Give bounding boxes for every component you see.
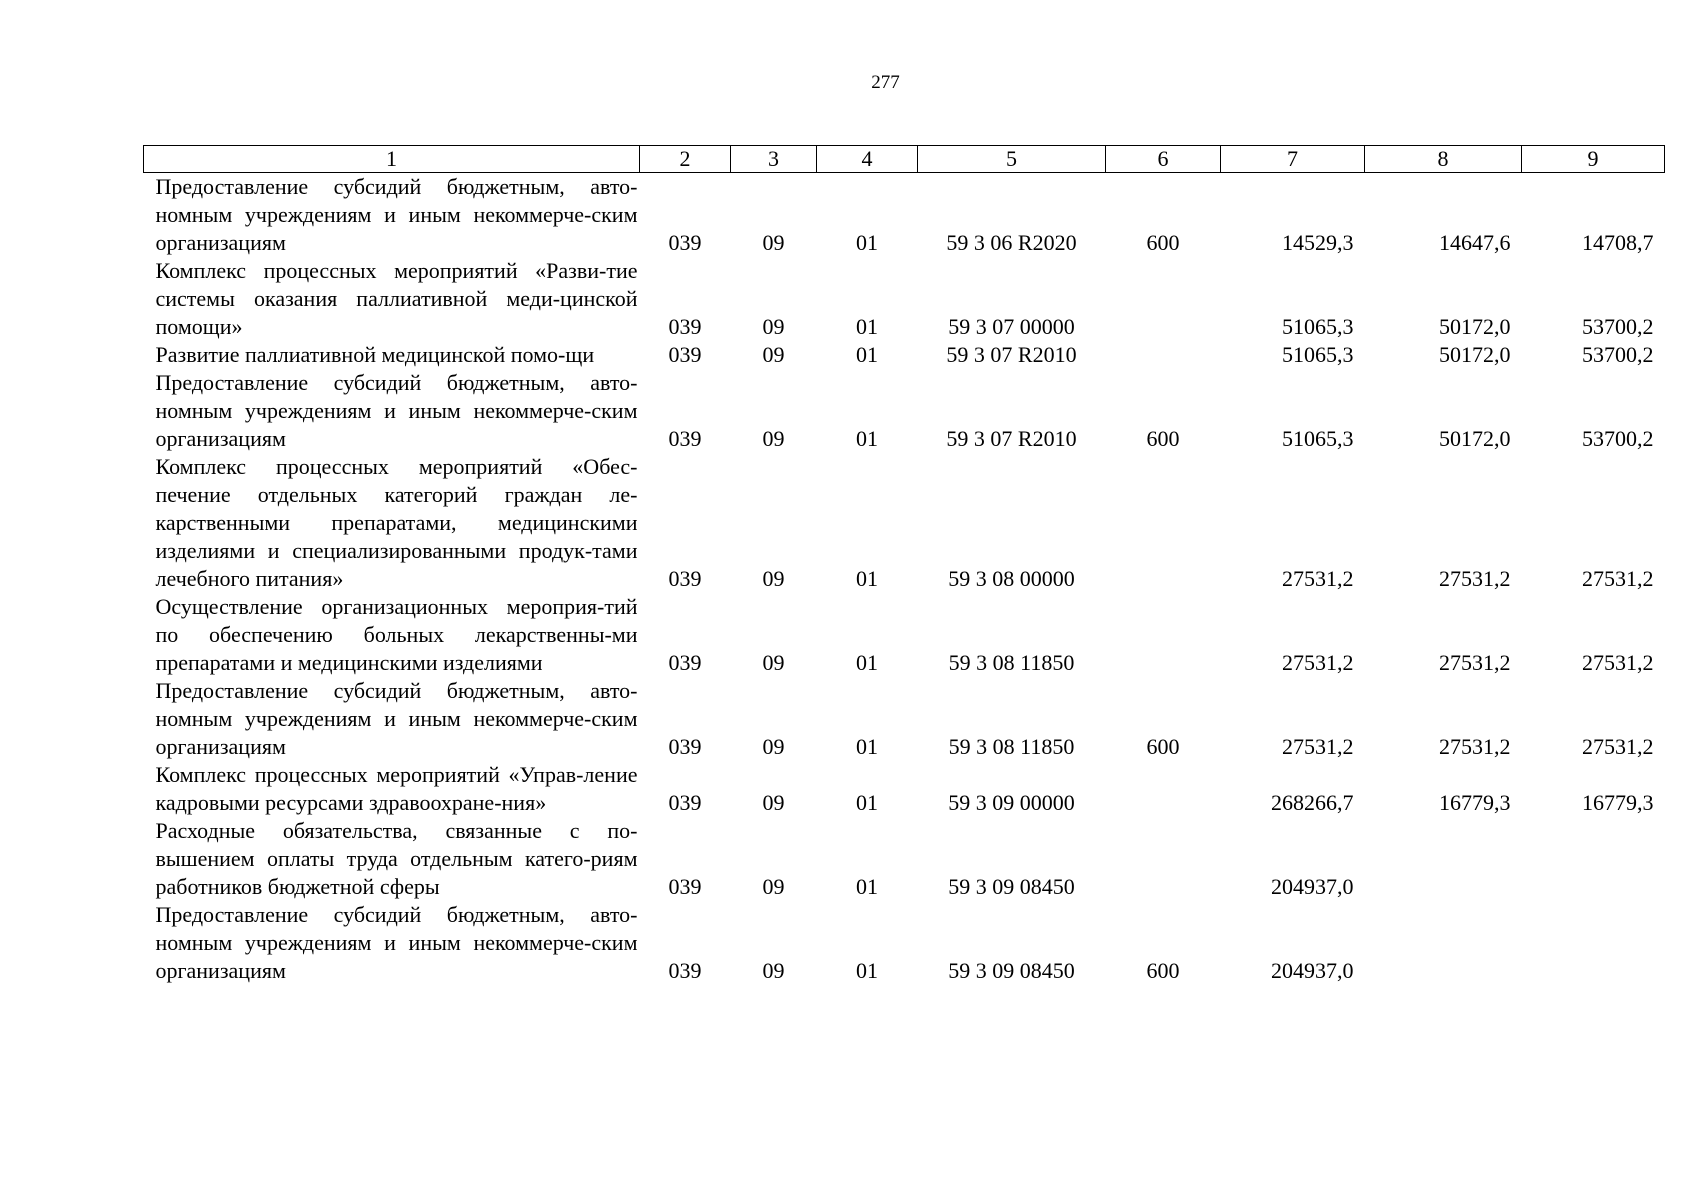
row-name: Предоставление субсидий бюджетным, авто-номным учреждениям и иным некоммерче-ским организациям	[155, 678, 638, 759]
cell-target-item: 59 3 08 00000	[948, 566, 1075, 591]
budget-table	[143, 145, 1665, 985]
cell-expense-type: 600	[1146, 734, 1180, 759]
table-header	[144, 146, 1665, 173]
cell-section: 09	[762, 342, 785, 367]
cell-target-item: 59 3 08 11850	[948, 734, 1075, 759]
cell-target-item: 59 3 09 08450	[948, 958, 1075, 983]
cell-amount-col9	[1522, 817, 1665, 901]
cell-amount-col9: 27531,2	[1582, 566, 1654, 591]
table-row	[144, 173, 1665, 258]
cell-amount-col8: 27531,2	[1439, 734, 1511, 759]
cell-ministry-code: 039	[668, 426, 702, 451]
cell-target-item: 59 3 07 R2010	[946, 426, 1077, 451]
row-name: Комплекс процессных мероприятий «Управ-ление кадровыми ресурсами здравоохране-ния»	[155, 762, 638, 815]
row-name: Предоставление субсидий бюджетным, авто-номным учреждениям и иным некоммерче-ским организациям	[155, 370, 638, 451]
cell-amount-col7: 51065,3	[1282, 314, 1354, 339]
column-header-4: 4	[817, 146, 918, 173]
cell-amount-col7: 204937,0	[1271, 958, 1354, 983]
cell-ministry-code: 039	[668, 734, 702, 759]
column-header-6: 6	[1106, 146, 1221, 173]
cell-ministry-code: 039	[668, 314, 702, 339]
row-name: Комплекс процессных мероприятий «Разви-тие системы оказания паллиативной меди-цинской помощи»	[155, 258, 638, 339]
cell-amount-col9	[1522, 901, 1665, 985]
table-row	[144, 257, 1665, 341]
cell-amount-col8: 50172,0	[1439, 342, 1511, 367]
row-name: Комплекс процессных мероприятий «Обес-печение отдельных категорий граждан ле-карственными препаратами, медицинскими изделиями и специализированными продук-тами лечебного питания»	[155, 454, 638, 591]
cell-amount-col9: 53700,2	[1582, 342, 1654, 367]
table-row	[144, 341, 1665, 369]
cell-subsection: 01	[856, 874, 878, 899]
cell-amount-col7: 27531,2	[1282, 566, 1354, 591]
cell-amount-col9: 27531,2	[1582, 650, 1654, 675]
row-name: Предоставление субсидий бюджетным, авто-номным учреждениям и иным некоммерче-ским организациям	[155, 902, 638, 983]
cell-expense-type	[1106, 257, 1221, 341]
cell-amount-col7: 27531,2	[1282, 734, 1354, 759]
cell-amount-col7: 27531,2	[1282, 650, 1354, 675]
table-row	[144, 901, 1665, 985]
cell-target-item: 59 3 07 R2010	[946, 342, 1077, 367]
cell-ministry-code: 039	[668, 958, 702, 983]
row-name: Расходные обязательства, связанные с по-вышением оплаты труда отдельным катего-риям работников бюджетной сферы	[155, 818, 638, 899]
cell-ministry-code: 039	[668, 342, 702, 367]
cell-subsection: 01	[856, 734, 878, 759]
cell-amount-col8	[1365, 817, 1522, 901]
cell-amount-col8: 16779,3	[1439, 790, 1511, 815]
cell-amount-col9: 14708,7	[1582, 230, 1654, 255]
cell-target-item: 59 3 09 08450	[948, 874, 1075, 899]
cell-amount-col9: 53700,2	[1582, 314, 1654, 339]
cell-section: 09	[762, 734, 785, 759]
cell-amount-col7: 51065,3	[1282, 342, 1354, 367]
cell-amount-col9: 27531,2	[1582, 734, 1654, 759]
column-header-2: 2	[640, 146, 731, 173]
cell-amount-col7: 14529,3	[1282, 230, 1354, 255]
cell-amount-col8: 14647,6	[1439, 230, 1511, 255]
cell-subsection: 01	[856, 566, 878, 591]
cell-section: 09	[762, 958, 785, 983]
header-row	[144, 146, 1665, 173]
cell-subsection: 01	[856, 426, 878, 451]
table-row	[144, 453, 1665, 593]
cell-amount-col8	[1365, 901, 1522, 985]
cell-amount-col8: 50172,0	[1439, 426, 1511, 451]
cell-expense-type: 600	[1146, 958, 1180, 983]
cell-expense-type	[1106, 593, 1221, 677]
table-body	[144, 173, 1665, 986]
column-header-3: 3	[731, 146, 817, 173]
cell-amount-col7: 204937,0	[1271, 874, 1354, 899]
cell-expense-type	[1106, 341, 1221, 369]
cell-amount-col8: 50172,0	[1439, 314, 1511, 339]
table-row	[144, 369, 1665, 453]
cell-subsection: 01	[856, 230, 878, 255]
cell-subsection: 01	[856, 790, 878, 815]
cell-section: 09	[762, 790, 785, 815]
cell-subsection: 01	[856, 958, 878, 983]
cell-amount-col7: 268266,7	[1271, 790, 1354, 815]
table-row	[144, 677, 1665, 761]
cell-expense-type	[1106, 761, 1221, 817]
cell-expense-type	[1106, 817, 1221, 901]
cell-amount-col8: 27531,2	[1439, 566, 1511, 591]
column-header-8: 8	[1365, 146, 1522, 173]
cell-section: 09	[762, 426, 785, 451]
row-name: Развитие паллиативной медицинской помо-щи	[155, 342, 595, 367]
cell-subsection: 01	[856, 342, 878, 367]
cell-ministry-code: 039	[668, 874, 702, 899]
cell-section: 09	[762, 874, 785, 899]
cell-amount-col9: 53700,2	[1582, 426, 1654, 451]
cell-amount-col8: 27531,2	[1439, 650, 1511, 675]
cell-ministry-code: 039	[668, 650, 702, 675]
table-row	[144, 817, 1665, 901]
cell-section: 09	[762, 230, 785, 255]
row-name: Предоставление субсидий бюджетным, авто-номным учреждениям и иным некоммерче-ским организациям	[155, 174, 638, 255]
cell-target-item: 59 3 06 R2020	[946, 230, 1077, 255]
page-number: 277	[871, 72, 900, 93]
cell-section: 09	[762, 566, 785, 591]
table-row	[144, 761, 1665, 817]
cell-section: 09	[762, 314, 785, 339]
cell-subsection: 01	[856, 650, 878, 675]
cell-ministry-code: 039	[668, 790, 702, 815]
cell-target-item: 59 3 08 11850	[948, 650, 1075, 675]
column-header-5: 5	[918, 146, 1106, 173]
cell-subsection: 01	[856, 314, 878, 339]
cell-amount-col9: 16779,3	[1582, 790, 1654, 815]
cell-section: 09	[762, 650, 785, 675]
column-header-1: 1	[144, 146, 640, 173]
column-header-9: 9	[1522, 146, 1665, 173]
cell-expense-type: 600	[1146, 230, 1180, 255]
cell-ministry-code: 039	[668, 230, 702, 255]
cell-expense-type	[1106, 453, 1221, 593]
cell-amount-col7: 51065,3	[1282, 426, 1354, 451]
cell-ministry-code: 039	[668, 566, 702, 591]
column-header-7: 7	[1221, 146, 1365, 173]
row-name: Осуществление организационных мероприя-тий по обеспечению больных лекарственны-ми препаратами и медицинскими изделиями	[155, 594, 638, 675]
cell-expense-type: 600	[1146, 426, 1180, 451]
cell-target-item: 59 3 09 00000	[948, 790, 1075, 815]
table-row	[144, 593, 1665, 677]
cell-target-item: 59 3 07 00000	[948, 314, 1075, 339]
